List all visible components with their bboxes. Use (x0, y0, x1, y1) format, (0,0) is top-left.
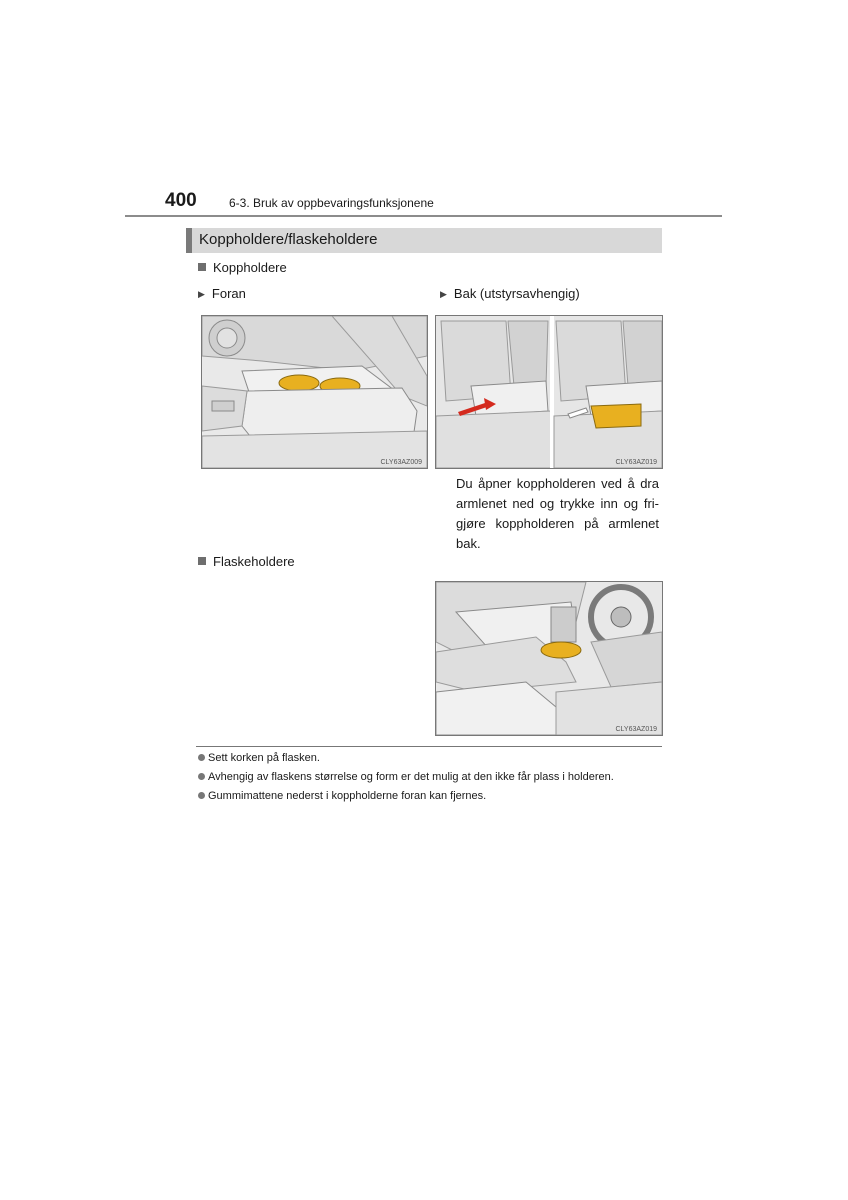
note-item (198, 790, 486, 802)
front-cup-holder-figure (201, 315, 428, 469)
bottle-holders-heading-text: Flaskeholdere (213, 554, 295, 569)
rear-cup-holder-figure (435, 315, 663, 469)
section-heading (186, 228, 662, 253)
note-item (198, 752, 320, 764)
bullet-dot-icon (198, 792, 205, 799)
rear-caption: Du åpner koppholderen ved å dra armlenet ned og trykke inn og fri-gjøre koppholderen på armlenet bak. (456, 476, 659, 551)
triangle-bullet-icon: ▶ (198, 289, 205, 299)
square-bullet-icon (198, 557, 206, 565)
bullet-dot-icon (198, 773, 205, 780)
page-number: 400 (165, 190, 197, 211)
cup-holders-heading (198, 260, 287, 275)
bottle-figure-code: CLY63AZ019 (615, 726, 657, 733)
front-cup-holder-illustration (202, 316, 427, 468)
note-item (198, 771, 614, 783)
front-figure-code: CLY63AZ009 (380, 459, 422, 466)
bottle-holders-heading (198, 554, 295, 569)
section-title: Koppholdere/flaskeholdere (199, 231, 378, 248)
front-label (198, 286, 246, 301)
cup-holders-heading-text: Koppholdere (213, 260, 287, 275)
rear-label (440, 286, 580, 301)
rear-cup-holder-illustration (436, 316, 662, 468)
note-text: Avhengig av flaskens størrelse og form er det mulig at den ikke får plass i holderen. (208, 771, 614, 783)
bullet-dot-icon (198, 754, 205, 761)
square-bullet-icon (198, 263, 206, 271)
triangle-bullet-icon: ▶ (440, 289, 447, 299)
bottle-holder-figure (435, 581, 663, 736)
notes-rule (196, 746, 662, 747)
rear-figure-code: CLY63AZ019 (615, 459, 657, 466)
front-label-text: Foran (211, 286, 246, 301)
header-rule (125, 215, 722, 217)
bottle-holder-illustration (436, 582, 662, 735)
chapter-title: 6-3. Bruk av oppbevaringsfunksjonene (229, 196, 434, 210)
note-text: Sett korken på flasken. (208, 752, 320, 764)
note-text: Gummimattene nederst i koppholderne foran kan fjernes. (208, 790, 487, 802)
rear-label-text: Bak (utstyrsavhengig) (453, 286, 580, 301)
